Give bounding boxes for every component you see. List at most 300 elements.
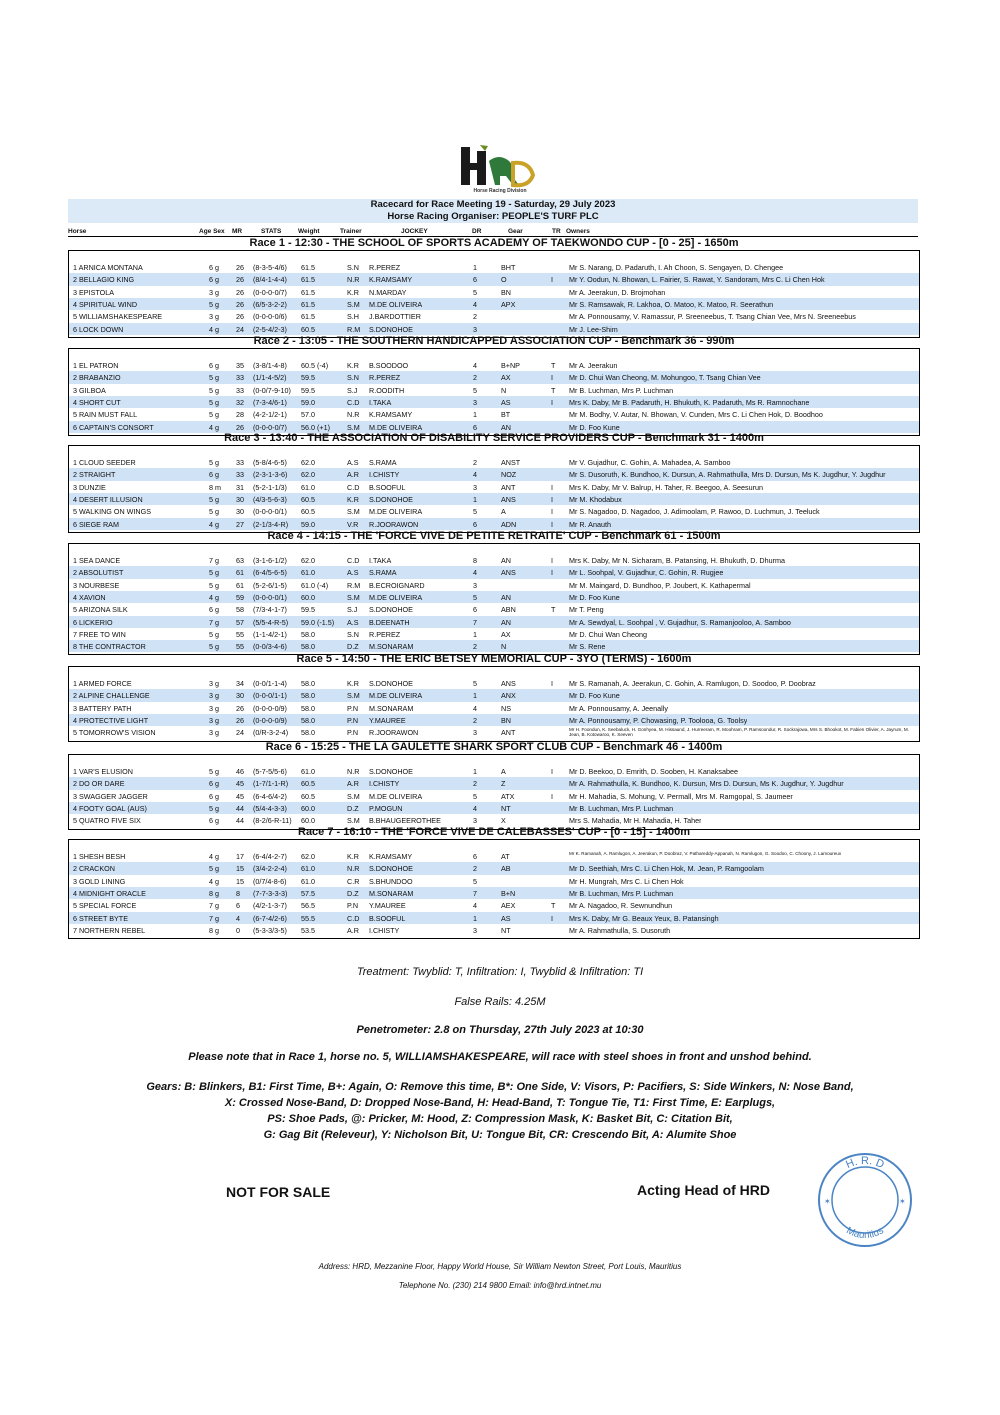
age-sex: 3 g xyxy=(209,312,219,322)
weight: 62.0 xyxy=(301,852,315,861)
stats: (3-8/1-4-8) xyxy=(253,361,287,370)
age-sex: 5 g xyxy=(209,397,219,407)
gear: AT xyxy=(501,852,510,861)
owners: Mr B. Luchman, Mrs P. Luchman xyxy=(569,803,674,813)
draw: 5 xyxy=(473,385,477,395)
gear: B+N xyxy=(501,888,516,898)
treatment: I xyxy=(551,507,553,517)
table-row xyxy=(69,261,919,273)
age-sex: 6 g xyxy=(209,361,219,370)
mr: 46 xyxy=(236,767,244,776)
col-owners: Owners xyxy=(566,228,590,235)
horse-name: 4 PROTECTIVE LIGHT xyxy=(73,715,149,725)
mr: 61 xyxy=(236,568,244,578)
trainer: S.M xyxy=(347,299,360,309)
horse-name: 2 STRAIGHT xyxy=(73,470,116,480)
owners: Mr A. Rahmathulla, K. Bundhoo, K. Dursun, Mrs D. Dursun, Ms K. Jugdhur, Y. Jugdhur xyxy=(569,779,844,789)
draw: 3 xyxy=(473,324,477,334)
table-row xyxy=(69,677,919,689)
treatment: I xyxy=(551,767,553,776)
owners: Mr B. Luchman, Mrs P. Luchman xyxy=(569,888,674,898)
table-row xyxy=(69,359,919,371)
owners: Mrs K. Daby, Mr G. Beaux Yeux, B. Patansingh xyxy=(569,913,719,923)
horse-name: 3 GOLD LINING xyxy=(73,876,126,886)
gear: ANS xyxy=(501,494,516,504)
age-sex: 5 g xyxy=(209,494,219,504)
gear: A xyxy=(501,507,506,517)
stats: (0-0-0-0/6) xyxy=(253,312,287,322)
weight: 60.5 xyxy=(301,507,315,517)
mr: 26 xyxy=(236,422,244,432)
col-mr: MR xyxy=(232,228,243,235)
treatment-note: Treatment: Twyblid: T, Infiltration: I, Twyblid & Infiltration: TI xyxy=(356,966,644,978)
horse-name: 3 GILBOA xyxy=(73,385,106,395)
jockey: M.SONARAM xyxy=(369,642,414,652)
horse-name: 5 WILLIAMSHAKESPEARE xyxy=(73,312,163,322)
stats: (5/4-4-3-3) xyxy=(253,803,287,813)
draw: 4 xyxy=(473,568,477,578)
horse-name: 3 BATTERY PATH xyxy=(73,703,132,713)
treatment: T xyxy=(551,605,556,615)
stats: (6-4/4-2-7) xyxy=(253,852,287,861)
gears-line: X: Crossed Nose-Band, D: Dropped Nose-Band, H: Head-Band, T: Tongue Tie, T1: First Time, E: Earplugs, xyxy=(224,1097,776,1109)
treatment: T xyxy=(551,385,556,395)
age-sex: 3 g xyxy=(209,691,219,701)
owners: Mr J. Lee-Shim xyxy=(569,324,618,334)
owners: Mr L. Soohpal, V. Gujadhur, C. Gohin, R. Rugjee xyxy=(569,568,724,578)
mr: 17 xyxy=(236,852,244,861)
mr: 6 xyxy=(236,901,240,911)
draw: 1 xyxy=(473,691,477,701)
owners: Mr Y. Oodun, N. Bhowan, L. Fairier, S. Rawat, Y. Sandoram, Mrs C. Li Chen Hok xyxy=(569,275,825,285)
weight: 60.5 xyxy=(301,779,315,789)
age-sex: 5 g xyxy=(209,507,219,517)
jockey: B.BHAUGEEROTHEE xyxy=(369,816,441,826)
stats: (0-0-0-0/1) xyxy=(253,592,287,602)
horse-name: 6 LOCK DOWN xyxy=(73,324,124,334)
owners: Mr H. Mungrah, Mrs C. Li Chen Hok xyxy=(569,876,684,886)
stats: (0-0-0-0/7) xyxy=(253,422,287,432)
horse-name: 1 ARMED FORCE xyxy=(73,679,132,688)
owners: Mrs K. Daby, Mr N. Sicharam, B. Patansing, H. Bhukuth, D. Dhurma xyxy=(569,556,785,565)
hrd-stamp xyxy=(815,1150,915,1250)
column-header-row xyxy=(68,227,918,237)
gear: NT xyxy=(501,925,511,935)
gear: ATX xyxy=(501,791,515,801)
mr: 55 xyxy=(236,629,244,639)
stats: (7-7-3-3-3) xyxy=(253,888,288,898)
gear: ANS xyxy=(501,679,516,688)
stats: (5-3-3/3-5) xyxy=(253,925,287,935)
horse-name: 4 MIDNIGHT ORACLE xyxy=(73,888,146,898)
draw: 5 xyxy=(473,592,477,602)
jockey: J.BARDOTTIER xyxy=(369,312,421,322)
horse-name: 2 BELLAGIO KING xyxy=(73,275,135,285)
jockey: M.DE OLIVEIRA xyxy=(369,592,423,602)
trainer: C.D xyxy=(347,913,360,923)
jockey: R.PEREZ xyxy=(369,263,401,272)
gear: ANST xyxy=(501,458,521,467)
age-sex: 3 g xyxy=(209,287,219,297)
horse-name: 2 ALPINE CHALLENGE xyxy=(73,691,150,701)
stats: (8/4-1-4-4) xyxy=(253,275,287,285)
weight: 61.5 xyxy=(301,299,315,309)
draw: 4 xyxy=(473,361,477,370)
weight: 56.5 xyxy=(301,901,315,911)
mr: 30 xyxy=(236,507,244,517)
weight: 61.0 xyxy=(301,767,315,776)
gear: AX xyxy=(501,629,511,639)
horse-name: 1 CLOUD SEEDER xyxy=(73,458,136,467)
jockey: S.DONOHOE xyxy=(369,494,413,504)
table-row xyxy=(69,912,919,924)
treatment: I xyxy=(551,556,553,565)
owners: Mr T. Peng xyxy=(569,605,604,615)
col-stats: STATS xyxy=(261,228,282,235)
owners: Mrs S. Mahadia, Mr H. Mahadia, H. Taher xyxy=(569,816,702,826)
weight: 61.0 xyxy=(301,876,315,886)
jockey: M.DE OLIVEIRA xyxy=(369,691,423,701)
horse-name: 6 STREET BYTE xyxy=(73,913,128,923)
weight: 61.0 xyxy=(301,482,315,492)
trainer: D.Z xyxy=(347,888,359,898)
trainer: S.H xyxy=(347,312,359,322)
draw: 1 xyxy=(473,494,477,504)
draw: 7 xyxy=(473,617,477,627)
svg-text:✶: ✶ xyxy=(899,1197,906,1206)
gear: AS xyxy=(501,913,511,923)
owners: Mr D. Beekoo, D. Emrith, D. Sooben, H. Kanaksabee xyxy=(569,767,738,776)
stats: (3-1-6-1/2) xyxy=(253,556,287,565)
trainer: S.N xyxy=(347,629,359,639)
false-rails-note: False Rails: 4.25M xyxy=(454,996,546,1008)
age-sex: 3 g xyxy=(209,715,219,725)
gears-line: G: Gag Bit (Releveur), Y: Nicholson Bit, U: Tongue Bit, CR: Crescendo Bit, A: Alumite Shoe xyxy=(263,1129,737,1141)
horse-name: 6 SIEGE RAM xyxy=(73,519,119,529)
gear: BHT xyxy=(501,263,516,272)
trainer: D.Z xyxy=(347,803,359,813)
table-row xyxy=(69,887,919,899)
treatment: I xyxy=(551,913,553,923)
race-title: Race 2 - 13:05 - THE SOUTHERN HANDICAPPED ASSOCIATION CUP - Benchmark 36 - 990m xyxy=(253,335,735,347)
stats: (0-0-0-0/1) xyxy=(253,507,287,517)
owners: Mr A. Rahmathulla, S. Dusoruth xyxy=(569,925,671,935)
horse-name: 5 QUATRO FIVE SIX xyxy=(73,816,141,826)
weight: 61.5 xyxy=(301,287,315,297)
draw: 4 xyxy=(473,901,477,911)
table-row xyxy=(69,298,919,310)
mr: 0 xyxy=(236,925,240,935)
trainer: P.N xyxy=(347,901,359,911)
race-title: Race 6 - 15:25 - THE LA GAULETTE SHARK SPORT CLUB CUP - Benchmark 46 - 1400m xyxy=(265,741,723,753)
age-sex: 5 g xyxy=(209,864,219,874)
owners: Mrs K. Daby, Mr V. Balrup, H. Taher, R. Beegoo, A. Seesurun xyxy=(569,482,764,492)
horse-name: 5 RAIN MUST FALL xyxy=(73,410,138,420)
age-sex: 5 g xyxy=(209,299,219,309)
horse-name: 7 FREE TO WIN xyxy=(73,629,126,639)
draw: 3 xyxy=(473,397,477,407)
mr: 26 xyxy=(236,703,244,713)
col-dr: DR xyxy=(472,228,482,235)
stats: (0-0/7-9-10) xyxy=(253,385,291,395)
weight: 60.5 (-4) xyxy=(301,361,329,370)
mr: 58 xyxy=(236,605,244,615)
draw: 3 xyxy=(473,580,477,590)
age-sex: 7 g xyxy=(209,901,219,911)
race-table xyxy=(68,348,920,436)
weight: 60.0 xyxy=(301,816,315,826)
age-sex: 5 g xyxy=(209,803,219,813)
horse-name: 4 SPIRITUAL WIND xyxy=(73,299,138,309)
trainer: C.D xyxy=(347,482,360,492)
mr: 8 xyxy=(236,888,240,898)
weight: 53.5 xyxy=(301,925,315,935)
trainer: K.R xyxy=(347,361,359,370)
trainer: S.J xyxy=(347,605,358,615)
trainer: S.M xyxy=(347,791,360,801)
trainer: A.R xyxy=(347,470,359,480)
gear: AB xyxy=(501,864,511,874)
table-row xyxy=(69,310,919,322)
age-sex: 6 g xyxy=(209,779,219,789)
owners: Mr A. Sewdyal, L. Soohpal , V. Gujadhur, S. Ramanjooloo, A. Samboo xyxy=(569,617,791,627)
jockey: M.DE OLIVEIRA xyxy=(369,299,423,309)
table-row xyxy=(69,790,919,802)
gear: Z xyxy=(501,779,506,789)
weight: 60.0 xyxy=(301,803,315,813)
table-row xyxy=(69,924,919,936)
gear: AN xyxy=(501,617,511,627)
age-sex: 6 g xyxy=(209,275,219,285)
horse-name: 1 SEA DANCE xyxy=(73,556,121,565)
weight: 62.0 xyxy=(301,470,315,480)
draw: 3 xyxy=(473,816,477,826)
table-row xyxy=(69,689,919,701)
draw: 2 xyxy=(473,373,477,383)
jockey: K.RAMSAMY xyxy=(369,275,413,285)
weight: 58.0 xyxy=(301,679,315,688)
table-row xyxy=(69,566,919,578)
stats: (6-4/5-6-5) xyxy=(253,568,287,578)
weight: 61.5 xyxy=(301,263,315,272)
trainer: N.R xyxy=(347,275,360,285)
trainer: S.N xyxy=(347,263,359,272)
treatment: I xyxy=(551,275,553,285)
table-row xyxy=(69,518,919,530)
table-row xyxy=(69,286,919,298)
horse-name: 3 EPISTOLA xyxy=(73,287,115,297)
trainer: S.M xyxy=(347,507,360,517)
owners: Mr V. Gujadhur, C. Gohin, A. Mahadea, A. Samboo xyxy=(569,458,731,467)
age-sex: 6 g xyxy=(209,791,219,801)
owners: Mr A. Jeerakun, D. Brojmohan xyxy=(569,287,666,297)
jockey: I.CHISTY xyxy=(369,470,400,480)
age-sex: 5 g xyxy=(209,767,219,776)
mr: 26 xyxy=(236,275,244,285)
mr: 30 xyxy=(236,691,244,701)
trainer: A.S xyxy=(347,458,359,467)
stamp-top-text: H. R. D xyxy=(844,1155,886,1172)
table-row xyxy=(69,702,919,714)
weight: 62.0 xyxy=(301,556,315,565)
weight: 58.0 xyxy=(301,629,315,639)
gear: ANS xyxy=(501,568,516,578)
stats: (5-8/4-6-5) xyxy=(253,458,287,467)
jockey: M.DE OLIVEIRA xyxy=(369,791,423,801)
table-row xyxy=(69,875,919,887)
age-sex: 6 g xyxy=(209,605,219,615)
jockey: S.DONOHOE xyxy=(369,767,413,776)
table-row xyxy=(69,468,919,480)
gear: A xyxy=(501,767,506,776)
jockey: P.MOGUN xyxy=(369,803,403,813)
age-sex: 4 g xyxy=(209,876,219,886)
horse-name: 7 NORTHERN REBEL xyxy=(73,925,146,935)
trainer: N.R xyxy=(347,864,360,874)
mr: 33 xyxy=(236,470,244,480)
gear: O xyxy=(501,275,507,285)
jockey: R.PEREZ xyxy=(369,373,401,383)
mr: 44 xyxy=(236,803,244,813)
weight: 60.5 xyxy=(301,324,315,334)
gear: ANX xyxy=(501,691,516,701)
draw: 2 xyxy=(473,779,477,789)
trainer: R.M xyxy=(347,580,361,590)
gear: AX xyxy=(501,373,511,383)
address: Address: HRD, Mezzanine Floor, Happy World House, Sir William Newton Street, Port Louis, Mauritius xyxy=(318,1262,682,1271)
owners: Mr D. Seethiah, Mrs C. Li Chen Hok, M. Jean, P. Ramgoolam xyxy=(569,864,764,874)
jockey: M.SONARAM xyxy=(369,703,414,713)
weight: 60.5 xyxy=(301,494,315,504)
jockey: B.SOODOO xyxy=(369,361,409,370)
weight: 61.0 xyxy=(301,864,315,874)
trainer: A.S xyxy=(347,568,359,578)
horse-name: 4 DESERT ILLUSION xyxy=(73,494,143,504)
draw: 2 xyxy=(473,715,477,725)
race-table xyxy=(68,250,920,338)
col-horse: Horse xyxy=(68,228,87,235)
owners: Mr D. Chui Wan Cheong xyxy=(569,629,648,639)
stats: (7-3-4/6-1) xyxy=(253,397,287,407)
weight: 57.0 xyxy=(301,410,315,420)
horse-name: 3 NOURBESE xyxy=(73,580,120,590)
table-row xyxy=(69,640,919,652)
treatment: I xyxy=(551,397,553,407)
age-sex: 8 g xyxy=(209,888,219,898)
owners: Mr M. Khodabux xyxy=(569,494,622,504)
svg-text:✶: ✶ xyxy=(824,1197,831,1206)
stats: (1-1-4/2-1) xyxy=(253,629,287,639)
mr: 45 xyxy=(236,779,244,789)
trainer: C.D xyxy=(347,556,360,565)
gear: N xyxy=(501,642,507,652)
stats: (6-7-4/2-6) xyxy=(253,913,287,923)
organiser-title: Horse Racing Organiser: PEOPLE'S TURF PLC xyxy=(68,211,918,223)
table-row xyxy=(69,616,919,628)
stats: (5-7-5/5-6) xyxy=(253,767,287,776)
jockey: R.PEREZ xyxy=(369,629,401,639)
owners: Mrs K. Daby, Mr B. Padaruth, H. Bhukuth, K. Padaruth, Ms R. Ramnochane xyxy=(569,397,810,407)
gears-line: PS: Shoe Pads, @: Pricker, M: Hood, Z: Compression Mask, K: Basket Bit, C: Citation Bit, xyxy=(267,1113,733,1125)
weight: 60.5 xyxy=(301,791,315,801)
owners: Mr D. Chui Wan Cheong, M. Mohungoo, T. Tsang Chian Vee xyxy=(569,373,761,383)
stats: (4/3-5-6-3) xyxy=(253,494,287,504)
trainer: S.M xyxy=(347,816,360,826)
horse-name: 3 DUNZIE xyxy=(73,482,106,492)
mr: 55 xyxy=(236,642,244,652)
gear: B+NP xyxy=(501,361,520,370)
logo-caption: Horse Racing Division xyxy=(473,188,527,194)
table-row xyxy=(69,493,919,505)
horse-name: 5 WALKING ON WINGS xyxy=(73,507,152,517)
weight: 57.5 xyxy=(301,888,315,898)
age-sex: 3 g xyxy=(209,679,219,688)
stats: (0-0-0/1-1) xyxy=(253,691,287,701)
not-for-sale: NOT FOR SALE xyxy=(226,1184,331,1200)
race-title: Race 5 - 14:50 - THE ERIC BETSEY MEMORIAL CUP - 3YO (TERMS) - 1600m xyxy=(296,653,692,665)
jockey: S.DONOHOE xyxy=(369,679,413,688)
table-row xyxy=(69,408,919,420)
weight: 60.0 xyxy=(301,592,315,602)
horse-name: 1 EL PATRON xyxy=(73,361,119,370)
trainer: C.D xyxy=(347,397,360,407)
draw: 6 xyxy=(473,605,477,615)
stats: (0-0-0-0/7) xyxy=(253,287,287,297)
gear: AEX xyxy=(501,901,516,911)
jockey: R.OODITH xyxy=(369,385,405,395)
draw: 6 xyxy=(473,275,477,285)
horse-name: 5 TOMORROW'S VISION xyxy=(73,728,156,738)
stats: (0/R-3-2-4) xyxy=(253,728,289,738)
owners: Mr A. Ponnousamy, P. Chowasing, P. Toolooa, G. Toolsy xyxy=(569,715,748,725)
col-trainer: Trainer xyxy=(340,228,362,235)
gear: AN xyxy=(501,422,511,432)
weight: 62.0 xyxy=(301,458,315,467)
stats: (6/5-3-2-2) xyxy=(253,299,287,309)
svg-text:H. R. D xyxy=(844,1155,886,1171)
col-tr: TR xyxy=(552,228,561,235)
weight: 59.0 xyxy=(301,397,315,407)
gear: X xyxy=(501,816,506,826)
stats: (1-7/1-1-R) xyxy=(253,779,289,789)
jockey: S.DONOHOE xyxy=(369,324,413,334)
owners: Mr S. Narang, D. Padaruth, I. Ah Choon, S. Sengayen, D. Chengee xyxy=(569,263,784,272)
telephone: Telephone No. (230) 214 9800 Email: info@hrd.intnet.mu xyxy=(398,1281,602,1290)
race-title: Race 7 - 16:10 - THE 'FORCE VIVE DE CALEBASSES' CUP - [0 - 15] - 1400m xyxy=(298,826,690,838)
owners: Mr D. Foo Kune xyxy=(569,691,620,701)
gear: APX xyxy=(501,299,516,309)
horse-name: 2 BRABANZIO xyxy=(73,373,121,383)
gear: NS xyxy=(501,703,511,713)
jockey: B.SOOFUL xyxy=(369,913,406,923)
gear: ANT xyxy=(501,482,516,492)
table-row xyxy=(69,802,919,814)
mr: 57 xyxy=(236,617,244,627)
jockey: B.ECROIGNARD xyxy=(369,580,425,590)
gears-line: Gears: B: Blinkers, B1: First Time, B+: Again, O: Remove this time, B*: One Side, V: Visors, P: Pacifiers, S: Side Winkers, N: Nose Band, xyxy=(146,1081,854,1093)
mr: 15 xyxy=(236,864,244,874)
weight: 55.5 xyxy=(301,913,315,923)
treatment: T xyxy=(551,361,556,370)
draw: 4 xyxy=(473,803,477,813)
age-sex: 3 g xyxy=(209,728,219,738)
stamp-bottom-text: Mauritius xyxy=(844,1225,886,1242)
stats: (5/5-4-R-5) xyxy=(253,617,289,627)
table-row xyxy=(69,862,919,874)
weight: 58.0 xyxy=(301,691,315,701)
age-sex: 4 g xyxy=(209,592,219,602)
age-sex: 6 g xyxy=(209,816,219,826)
